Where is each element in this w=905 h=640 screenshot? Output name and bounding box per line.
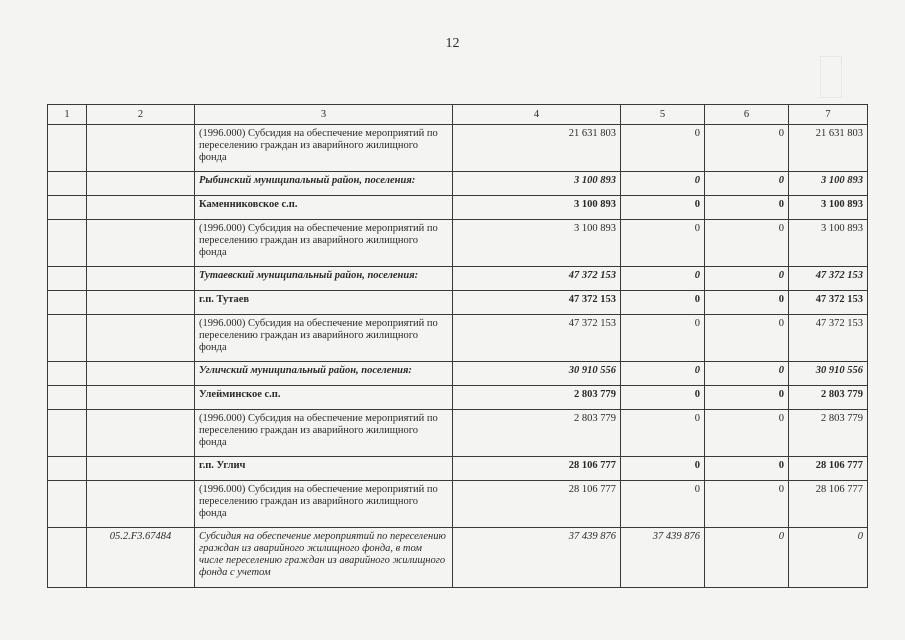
scan-artifact (820, 56, 842, 98)
table-cell-col-4: 37 439 876 (453, 528, 621, 588)
table-cell-col-4: 3 100 893 (453, 172, 621, 196)
page-number: 12 (445, 36, 460, 51)
column-header: 1 (48, 105, 87, 125)
table-cell-col-1 (48, 267, 87, 291)
table-cell-col-6: 0 (705, 315, 789, 362)
table-cell-col-2 (87, 410, 195, 457)
table-row (48, 362, 868, 386)
table-cell-col-3: (1996.000) Субсидия на обеспечение мероприятий по переселению граждан из аварийного жилищного фонда (195, 125, 453, 172)
table-cell-col-2 (87, 481, 195, 528)
table-row (48, 386, 868, 410)
column-header: 4 (453, 105, 621, 125)
table-cell-col-2 (87, 172, 195, 196)
table-cell-col-5: 0 (621, 386, 705, 410)
table-cell-col-7: 28 106 777 (789, 457, 868, 481)
table-cell-col-5: 0 (621, 457, 705, 481)
table-cell-col-4: 28 106 777 (453, 481, 621, 528)
table-row (48, 410, 868, 457)
table-cell-col-3: Каменниковское с.п. (195, 196, 453, 220)
table-row (48, 125, 868, 172)
table-row (48, 481, 868, 528)
table-row (48, 457, 868, 481)
table-cell-col-5: 0 (621, 315, 705, 362)
table-cell-col-6: 0 (705, 172, 789, 196)
table-cell-col-7: 3 100 893 (789, 196, 868, 220)
table-cell-col-1 (48, 528, 87, 588)
budget-table (47, 104, 868, 588)
table-cell-col-7: 47 372 153 (789, 267, 868, 291)
table-cell-col-2 (87, 362, 195, 386)
table-header-row (48, 105, 868, 125)
table-cell-col-3: г.п. Тутаев (195, 291, 453, 315)
table-cell-col-1 (48, 362, 87, 386)
table-cell-col-5: 0 (621, 267, 705, 291)
table-cell-col-5: 37 439 876 (621, 528, 705, 588)
table-cell-col-5: 0 (621, 410, 705, 457)
table-row (48, 220, 868, 267)
table-cell-col-4: 2 803 779 (453, 410, 621, 457)
table-cell-col-2 (87, 220, 195, 267)
table-cell-col-7: 47 372 153 (789, 315, 868, 362)
table-row (48, 172, 868, 196)
column-header: 7 (789, 105, 868, 125)
table-cell-col-1 (48, 291, 87, 315)
column-header: 5 (621, 105, 705, 125)
table-cell-col-4: 30 910 556 (453, 362, 621, 386)
column-header: 6 (705, 105, 789, 125)
table-cell-col-4: 47 372 153 (453, 267, 621, 291)
table-cell-col-6: 0 (705, 457, 789, 481)
table-cell-col-7: 30 910 556 (789, 362, 868, 386)
table-cell-col-3: (1996.000) Субсидия на обеспечение мероприятий по переселению граждан из аварийного жилищного фонда (195, 410, 453, 457)
table-row (48, 315, 868, 362)
table-cell-col-5: 0 (621, 291, 705, 315)
table-cell-col-3: (1996.000) Субсидия на обеспечение мероприятий по переселению граждан из аварийного жилищного фонда (195, 315, 453, 362)
table-cell-col-7: 28 106 777 (789, 481, 868, 528)
table-cell-col-6: 0 (705, 362, 789, 386)
table-body (48, 105, 868, 588)
table-cell-col-5: 0 (621, 481, 705, 528)
table-cell-col-1 (48, 315, 87, 362)
column-header: 2 (87, 105, 195, 125)
table-cell-col-7: 3 100 893 (789, 172, 868, 196)
table-cell-col-5: 0 (621, 172, 705, 196)
table-cell-col-3: Рыбинский муниципальный район, поселения: (195, 172, 453, 196)
table-cell-col-6: 0 (705, 386, 789, 410)
table-cell-col-1 (48, 457, 87, 481)
table-cell-col-1 (48, 220, 87, 267)
table-cell-col-1 (48, 481, 87, 528)
table-cell-col-1 (48, 172, 87, 196)
table-row (48, 291, 868, 315)
table-cell-col-3: Тутаевский муниципальный район, поселения: (195, 267, 453, 291)
table-cell-col-6: 0 (705, 291, 789, 315)
table-cell-col-5: 0 (621, 196, 705, 220)
table-cell-col-2 (87, 196, 195, 220)
table-cell-col-4: 3 100 893 (453, 220, 621, 267)
column-header: 3 (195, 105, 453, 125)
table-cell-col-2 (87, 125, 195, 172)
table-cell-col-2 (87, 386, 195, 410)
table-cell-col-3: Субсидия на обеспечение мероприятий по переселению граждан из аварийного жилищного фонда, в том числе переселению граждан из аварийного жилищного фонда с учетом (195, 528, 453, 588)
table-cell-col-4: 21 631 803 (453, 125, 621, 172)
table-cell-col-7: 2 803 779 (789, 386, 868, 410)
table-cell-col-7: 2 803 779 (789, 410, 868, 457)
table-cell-col-2 (87, 457, 195, 481)
table-cell-col-3: Угличский муниципальный район, поселения: (195, 362, 453, 386)
table-cell-col-2 (87, 315, 195, 362)
table-cell-col-4: 2 803 779 (453, 386, 621, 410)
table-cell-col-4: 28 106 777 (453, 457, 621, 481)
table-cell-col-6: 0 (705, 125, 789, 172)
table-cell-col-7: 3 100 893 (789, 220, 868, 267)
table-cell-col-6: 0 (705, 528, 789, 588)
table-cell-col-3: г.п. Углич (195, 457, 453, 481)
table-cell-col-4: 47 372 153 (453, 291, 621, 315)
table-row (48, 528, 868, 588)
table-cell-col-2 (87, 267, 195, 291)
table-cell-col-6: 0 (705, 410, 789, 457)
table-cell-col-5: 0 (621, 220, 705, 267)
table-row (48, 196, 868, 220)
table-cell-col-6: 0 (705, 481, 789, 528)
table-cell-col-2: 05.2.F3.67484 (87, 528, 195, 588)
table-row (48, 267, 868, 291)
table-cell-col-6: 0 (705, 196, 789, 220)
table-cell-col-6: 0 (705, 220, 789, 267)
table-cell-col-1 (48, 196, 87, 220)
table-cell-col-5: 0 (621, 125, 705, 172)
table-cell-col-7: 21 631 803 (789, 125, 868, 172)
table-cell-col-3: Улейминское с.п. (195, 386, 453, 410)
table-cell-col-1 (48, 410, 87, 457)
table-cell-col-2 (87, 291, 195, 315)
table-cell-col-7: 47 372 153 (789, 291, 868, 315)
table-cell-col-7: 0 (789, 528, 868, 588)
table-cell-col-3: (1996.000) Субсидия на обеспечение мероприятий по переселению граждан из аварийного жилищного фонда (195, 481, 453, 528)
table-cell-col-5: 0 (621, 362, 705, 386)
table-cell-col-1 (48, 386, 87, 410)
table-cell-col-6: 0 (705, 267, 789, 291)
table-cell-col-4: 3 100 893 (453, 196, 621, 220)
table-cell-col-4: 47 372 153 (453, 315, 621, 362)
table-cell-col-3: (1996.000) Субсидия на обеспечение мероприятий по переселению граждан из аварийного жилищного фонда (195, 220, 453, 267)
table-cell-col-1 (48, 125, 87, 172)
